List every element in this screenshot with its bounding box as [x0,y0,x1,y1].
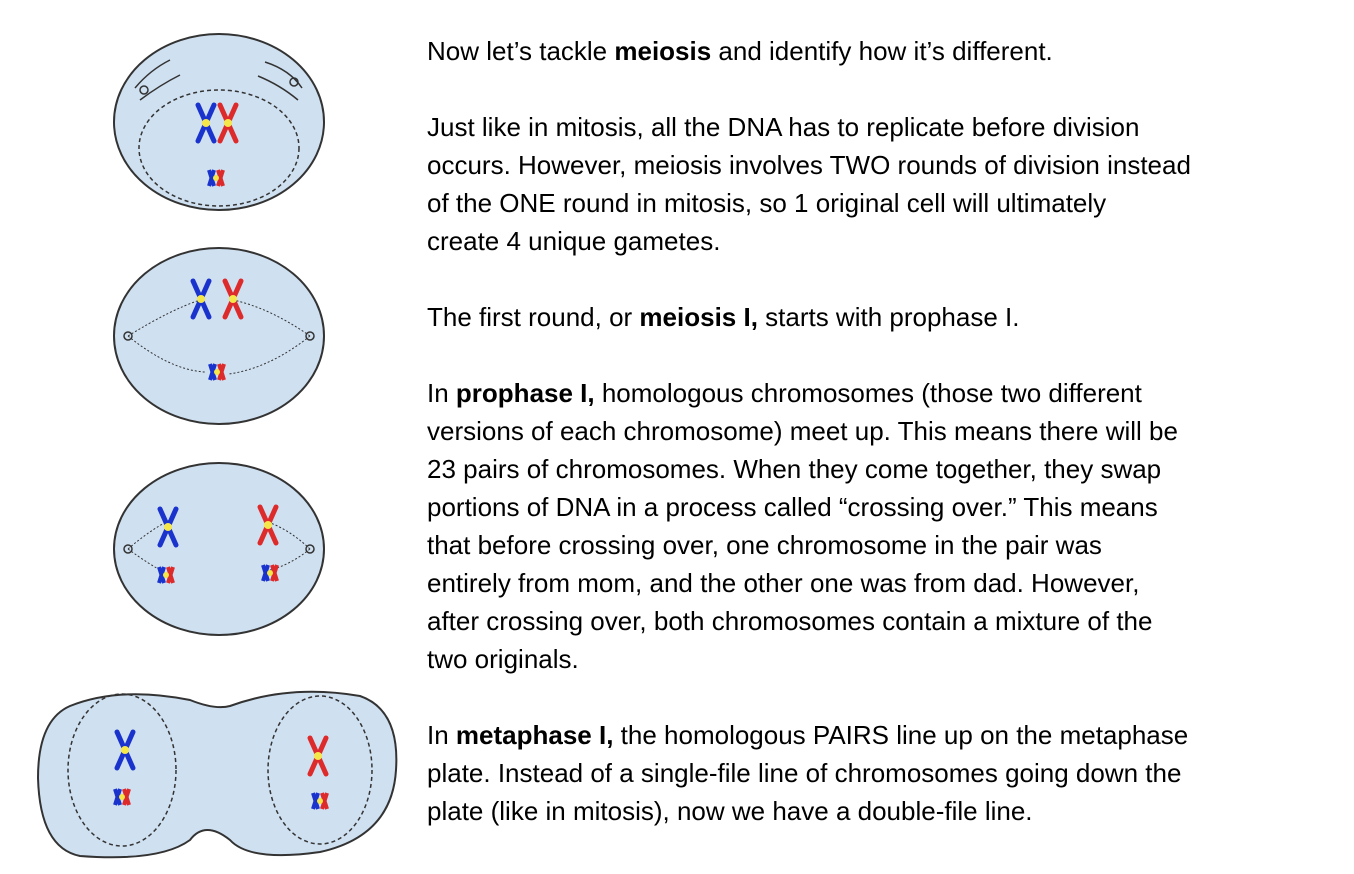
meiosis-illustrations [0,0,420,874]
metaphase-cell [114,248,324,424]
prophase-paragraph [427,374,1327,678]
paragraph-line: entirely from mom, and the other one was from dad. However, [427,568,1140,598]
intro-paragraph [427,32,1327,70]
paragraph-line: plate. Instead of a single-file line of chromosomes going down the [427,758,1182,788]
paragraph-line: Just like in mitosis, all the DNA has to replicate before division [427,112,1140,142]
first-round-keyword: meiosis I, [639,302,758,332]
paragraph-line: after crossing over, both chromosomes contain a mixture of the [427,606,1153,636]
intro-keyword: meiosis [614,36,712,66]
metaphase-text: In [427,720,456,750]
paragraph-line: two originals. [427,644,579,674]
paragraph-line: portions of DNA in a process called “crossing over.” This means [427,492,1158,522]
text-column [427,32,1327,826]
prophase-cell [114,34,324,210]
paragraph-line: of the ONE round in mitosis, so 1 original cell will ultimately [427,188,1107,218]
prophase-text: In [427,378,456,408]
paragraph-line: homologous chromosomes (those two different [594,378,1142,408]
first-round-text-end: starts with prophase I. [757,302,1020,332]
intro-text-end: and identify how it’s different. [711,36,1053,66]
intro-text: Now let’s tackle [427,36,615,66]
first-round-paragraph [427,298,1327,336]
paragraph-line: the homologous PAIRS line up on the metaphase [613,720,1189,750]
prophase-keyword: prophase I, [455,378,595,408]
paragraph-line: create 4 unique gametes. [427,226,721,256]
metaphase-keyword: metaphase I, [455,720,614,750]
first-round-text: The first round, or [427,302,640,332]
telophase-cell [38,692,396,858]
paragraph-line: versions of each chromosome) meet up. This means there will be [427,416,1178,446]
paragraph-line: 23 pairs of chromosomes. When they come together, they swap [427,454,1162,484]
paragraph-line: that before crossing over, one chromosome in the pair was [427,530,1102,560]
metaphase-paragraph [427,716,1327,830]
anaphase-cell [114,463,324,635]
paragraph-line: occurs. However, meiosis involves TWO rounds of division instead [427,150,1191,180]
paragraph-line: plate (like in mitosis), now we have a double-file line. [427,796,1033,826]
replication-paragraph [427,108,1327,260]
